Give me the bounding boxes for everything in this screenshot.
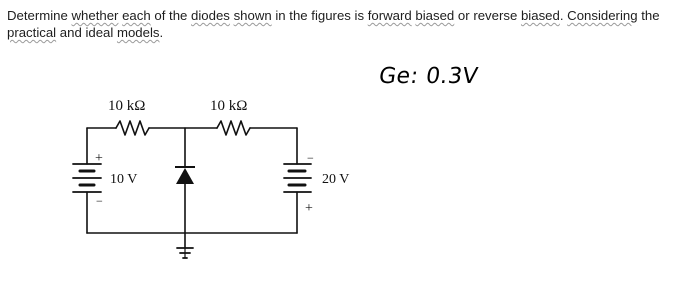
r1-label: 10 kΩ [108, 98, 146, 114]
question-text-run: and ideal [56, 25, 117, 40]
v2-plus-sign: + [305, 201, 313, 216]
question-text-run: the [637, 8, 660, 23]
v1-label: 10 V [110, 172, 138, 187]
question-text-run: of the [150, 8, 192, 23]
question-word-flagged: models [116, 25, 160, 40]
question-word-flagged: whether [71, 8, 119, 23]
diode [175, 167, 195, 184]
question-word-flagged: practical [7, 25, 57, 40]
question-text-run: . [559, 8, 568, 23]
question-word-flagged: shown [233, 8, 272, 23]
r2-label: 10 kΩ [210, 98, 248, 114]
handwritten-note: Ge: 0.3V [377, 64, 480, 89]
ground-icon [177, 248, 193, 258]
v2-minus-sign: − [307, 151, 314, 165]
resistor-r1 [116, 121, 149, 135]
question-word-flagged: biased [520, 8, 560, 23]
question-word-flagged: biased [415, 8, 455, 23]
battery-v1 [73, 164, 101, 192]
question-text-run: or reverse [454, 8, 521, 23]
v1-plus-sign: + [95, 151, 103, 166]
v2-label: 20 V [322, 172, 350, 187]
question-text-run: Determine [7, 8, 72, 23]
question-word-flagged: Considering [567, 8, 638, 23]
question-text-run: . [159, 25, 164, 40]
battery-v2 [284, 164, 311, 192]
question-text-run: in the figures is [271, 8, 368, 23]
question-word-flagged: each [122, 8, 151, 23]
question-word-flagged: forward [367, 8, 412, 23]
v1-minus-sign: − [96, 194, 103, 208]
question-word-flagged: diodes [191, 8, 230, 23]
resistor-r2 [217, 121, 250, 135]
